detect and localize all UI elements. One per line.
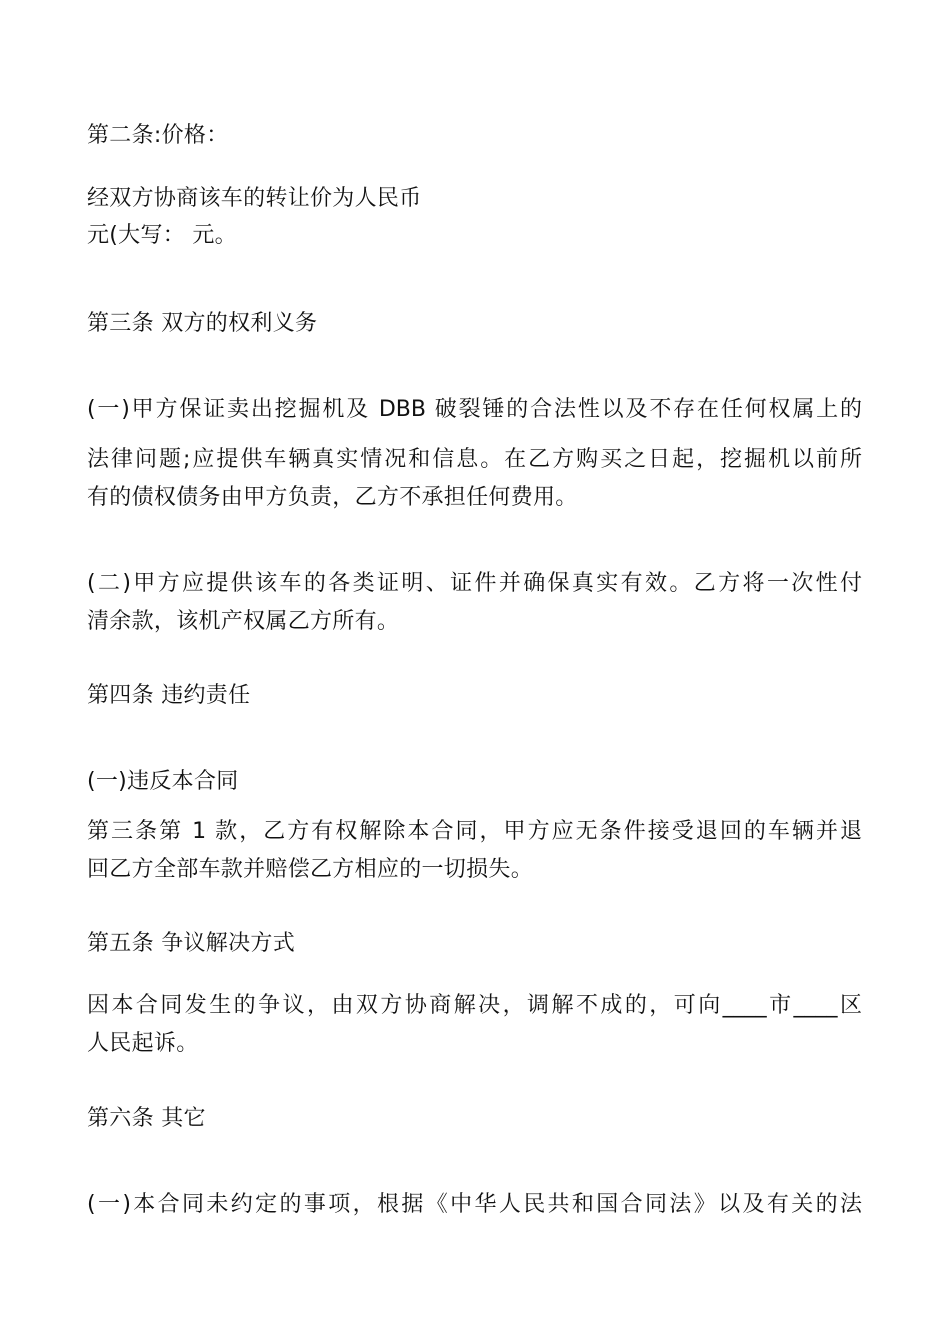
article-3-item-2-line-2: 清余款，该机产权属乙方所有。 [87, 609, 400, 634]
article-2-heading: 第二条:价格： [87, 123, 229, 148]
article-5-heading: 第五条 争议解决方式 [87, 931, 295, 956]
article-4-heading: 第四条 违约责任 [87, 683, 251, 708]
article-5-clause-line-2: 人民起诉。 [87, 1031, 199, 1056]
article-4-clause-line-1: 第三条第 1 款，乙方有权解除本合同，甲方应无条件接受退回的车辆并退 [87, 819, 862, 844]
article-6-item-1-line-1: (一)本合同未约定的事项，根据《中华人民共和国合同法》以及有关的法 [87, 1192, 862, 1217]
price-clause-line-1: 经双方协商该车的转让价为人民币 [87, 186, 422, 211]
article-5-clause-line-1: 因本合同发生的争议，由双方协商解决，调解不成的，可向____市____区 [87, 993, 862, 1018]
article-3-heading: 第三条 双方的权利义务 [87, 311, 318, 336]
price-clause-line-2: 元(大写： 元。 [87, 223, 237, 248]
article-6-heading: 第六条 其它 [87, 1106, 206, 1131]
article-3-item-1-line-1: (一)甲方保证卖出挖掘机及 DBB 破裂锤的合法性以及不存在任何权属上的 [87, 397, 862, 422]
article-3-item-1-line-3: 有的债权债务由甲方负责，乙方不承担任何费用。 [87, 485, 578, 510]
article-3-item-2-line-1: (二)甲方应提供该车的各类证明、证件并确保真实有效。乙方将一次性付 [87, 571, 862, 596]
article-4-item-1: (一)违反本合同 [87, 769, 239, 794]
article-4-clause-line-2: 回乙方全部车款并赔偿乙方相应的一切损失。 [87, 857, 534, 882]
article-3-item-1-line-2: 法律问题;应提供车辆真实情况和信息。在乙方购买之日起，挖掘机以前所 [87, 447, 862, 472]
